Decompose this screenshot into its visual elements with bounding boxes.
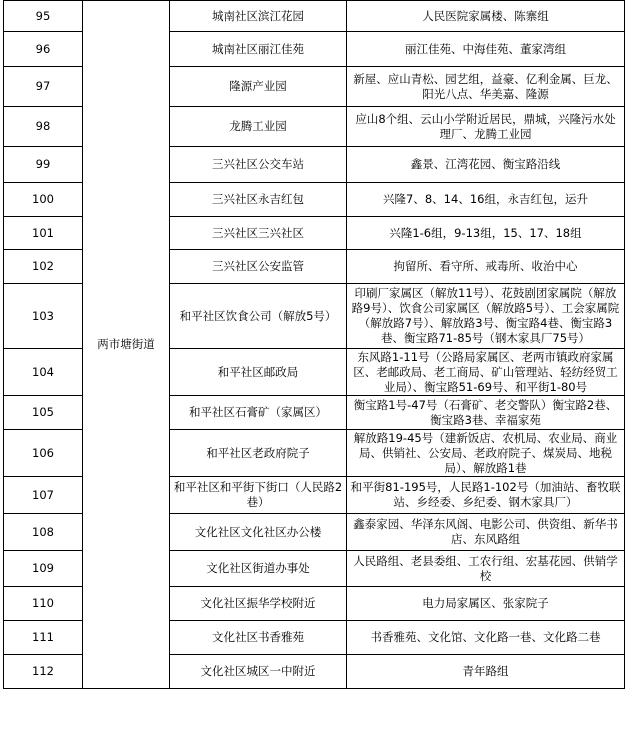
row-number: 112 xyxy=(4,655,83,689)
covered-area: 拘留所、看守所、戒毒所、收治中心 xyxy=(347,250,625,284)
row-number: 107 xyxy=(4,477,83,514)
site-location: 城南社区丽江佳苑 xyxy=(170,32,347,67)
row-number: 99 xyxy=(4,147,83,183)
site-location: 龙腾工业园 xyxy=(170,107,347,147)
site-location: 城南社区滨江花园 xyxy=(170,1,347,32)
testing-site-table xyxy=(3,0,625,689)
row-number: 100 xyxy=(4,183,83,217)
site-location: 文化社区振华学校附近 xyxy=(170,587,347,621)
site-location: 文化社区书香雅苑 xyxy=(170,621,347,655)
covered-area: 书香雅苑、文化馆、文化路一巷、文化路二巷 xyxy=(347,621,625,655)
site-location: 三兴社区公安监管 xyxy=(170,250,347,284)
street-name-cell: 两市塘街道 xyxy=(83,1,170,689)
covered-area: 鑫景、江湾花园、衡宝路沿线 xyxy=(347,147,625,183)
covered-area: 和平街81-195号，人民路1-102号（加油站、畜牧联站、乡经委、乡纪委、钢木家具厂） xyxy=(347,477,625,514)
covered-area: 衡宝路1号-47号（石膏矿、老交警队）衡宝路2巷、衡宝路3巷、幸福家苑 xyxy=(347,396,625,430)
site-location: 和平社区邮政局 xyxy=(170,349,347,396)
site-location: 三兴社区三兴社区 xyxy=(170,217,347,250)
row-number: 104 xyxy=(4,349,83,396)
covered-area: 解放路19-45号（建新饭店、农机局、农业局、商业局、供销社、公安局、老政府院子、煤炭局、地税局）、解放路1巷 xyxy=(347,430,625,477)
site-location: 三兴社区公交车站 xyxy=(170,147,347,183)
table-body xyxy=(4,1,625,689)
covered-area: 兴隆1-6组，9-13组，15、17、18组 xyxy=(347,217,625,250)
covered-area: 东风路1-11号（公路局家属区、老两市镇政府家属区、老邮政局、老工商局、矿山管理站、轻纺经贸工业局）、衡宝路51-69号、和平街1-80号 xyxy=(347,349,625,396)
site-location: 文化社区城区一中附近 xyxy=(170,655,347,689)
row-number: 98 xyxy=(4,107,83,147)
site-location: 和平社区和平街下街口（人民路2巷） xyxy=(170,477,347,514)
row-number: 96 xyxy=(4,32,83,67)
site-location: 隆源产业园 xyxy=(170,67,347,107)
row-number: 108 xyxy=(4,514,83,551)
row-number: 111 xyxy=(4,621,83,655)
row-number: 95 xyxy=(4,1,83,32)
covered-area: 电力局家属区、张家院子 xyxy=(347,587,625,621)
covered-area: 青年路组 xyxy=(347,655,625,689)
covered-area: 人民医院家属楼、陈寨组 xyxy=(347,1,625,32)
site-location: 和平社区老政府院子 xyxy=(170,430,347,477)
site-location: 和平社区石膏矿（家属区） xyxy=(170,396,347,430)
covered-area: 鑫泰家园、华泽东风阁、电影公司、供资组、新华书店、东风路组 xyxy=(347,514,625,551)
row-number: 97 xyxy=(4,67,83,107)
covered-area: 新屋、应山青松、园艺组，益豪、亿利金属、巨龙、阳光八点、华美嘉、隆源 xyxy=(347,67,625,107)
row-number: 110 xyxy=(4,587,83,621)
row-number: 102 xyxy=(4,250,83,284)
covered-area: 丽江佳苑、中海佳苑、董家湾组 xyxy=(347,32,625,67)
site-location: 三兴社区永吉红包 xyxy=(170,183,347,217)
row-number: 109 xyxy=(4,551,83,587)
table-row xyxy=(4,1,625,32)
site-location: 和平社区饮食公司（解放5号） xyxy=(170,284,347,349)
row-number: 101 xyxy=(4,217,83,250)
covered-area: 应山8个组、云山小学附近居民，鼎城，兴隆污水处理厂、龙腾工业园 xyxy=(347,107,625,147)
row-number: 103 xyxy=(4,284,83,349)
covered-area: 兴隆7、8、14、16组，永吉红包，运升 xyxy=(347,183,625,217)
site-location: 文化社区街道办事处 xyxy=(170,551,347,587)
covered-area: 人民路组、老县委组、工农行组、宏基花园、供销学校 xyxy=(347,551,625,587)
covered-area: 印刷厂家属区（解放11号）、花鼓剧团家属院（解放路9号）、饮食公司家属区（解放路5号）、工会家属院（解放路7号）、解放路3号、衡宝路4巷、衡宝路3巷、衡宝路71-85号（钢木家具厂75号） xyxy=(347,284,625,349)
row-number: 105 xyxy=(4,396,83,430)
site-location: 文化社区文化社区办公楼 xyxy=(170,514,347,551)
row-number: 106 xyxy=(4,430,83,477)
